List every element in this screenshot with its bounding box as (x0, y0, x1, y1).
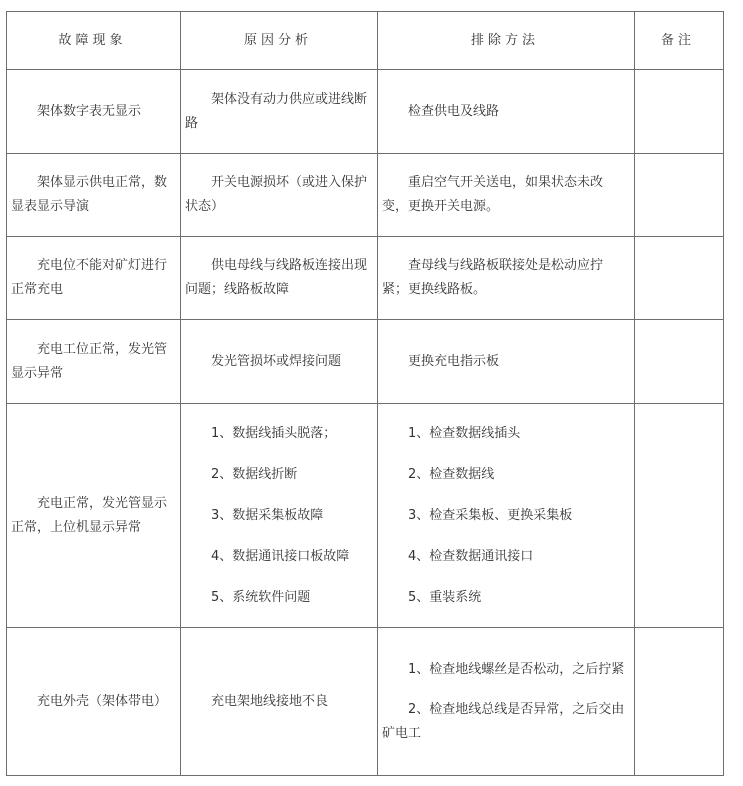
header-cause: 原因分析 (181, 12, 378, 70)
solution-cell (378, 70, 635, 154)
solution-text: 重启空气开关送电，如果状态未改变，更换开关电源。 (382, 175, 604, 214)
fault-troubleshooting-table (6, 11, 724, 776)
table-header-row (7, 12, 724, 70)
header-symptom: 故障现象 (7, 12, 181, 70)
cause-cell (181, 628, 378, 776)
symptom-cell (7, 70, 181, 154)
solution-cell (378, 628, 635, 776)
symptom-cell (7, 404, 181, 628)
solution-list-item: 2、检查地线总线是否异常，之后交由矿电工 (382, 701, 625, 741)
solution-cell (378, 237, 635, 320)
solution-cell (378, 404, 635, 628)
remark-cell (635, 628, 724, 776)
table-row (7, 628, 724, 776)
symptom-text: 充电正常，发光管显示正常，上位机显示异常 (11, 495, 168, 535)
cause-list-item: 5、系统软件问题 (211, 589, 311, 605)
cause-list-item: 4、数据通讯接口板故障 (211, 548, 350, 564)
table-row (7, 404, 724, 628)
remark-cell (635, 404, 724, 628)
solution-cell (378, 320, 635, 404)
cause-text: 充电架地线接地不良 (211, 693, 329, 709)
solution-text: 查母线与线路板联接处是松动应拧紧；更换线路板。 (382, 258, 604, 297)
solution-text: 更换充电指示板 (408, 353, 500, 369)
table-row (7, 154, 724, 237)
table-row (7, 320, 724, 404)
cause-list-item: 3、数据采集板故障 (211, 507, 324, 523)
symptom-cell (7, 628, 181, 776)
table-row (7, 70, 724, 154)
cause-cell (181, 70, 378, 154)
symptom-cell (7, 237, 181, 320)
cause-text: 架体没有动力供应或进线断路 (185, 91, 368, 131)
cause-list-item: 2、数据线折断 (211, 466, 298, 482)
remark-cell (635, 237, 724, 320)
solution-list-item: 1、检查地线螺丝是否松动，之后拧紧 (408, 661, 625, 677)
header-remark: 备注 (635, 12, 724, 70)
remark-cell (635, 154, 724, 237)
cause-cell (181, 404, 378, 628)
cause-cell (181, 320, 378, 404)
symptom-text: 架体数字表无显示 (37, 103, 142, 119)
cause-text: 供电母线与线路板连接出现问题；线路板故障 (185, 258, 368, 297)
cause-list-item: 1、数据线插头脱落； (211, 425, 337, 441)
solution-list-item: 2、检查数据线 (408, 466, 495, 482)
cause-cell (181, 154, 378, 237)
symptom-text: 充电外壳（架体带电） (37, 693, 168, 709)
solution-list-item: 4、检查数据通讯接口 (408, 548, 534, 564)
symptom-cell (7, 154, 181, 237)
symptom-text: 架体显示供电正常，数显表显示导演 (11, 175, 168, 214)
remark-cell (635, 320, 724, 404)
symptom-text: 充电工位正常，发光管显示异常 (11, 341, 168, 381)
solution-text: 检查供电及线路 (408, 103, 500, 119)
table-row (7, 237, 724, 320)
cause-text: 开关电源损坏（或进入保护状态） (185, 175, 368, 214)
solution-list-item: 3、检查采集板、更换采集板 (408, 507, 573, 523)
solution-cell (378, 154, 635, 237)
remark-cell (635, 70, 724, 154)
solution-list-item: 1、检查数据线插头 (408, 425, 521, 441)
cause-text: 发光管损坏或焊接问题 (211, 353, 342, 369)
cause-cell (181, 237, 378, 320)
symptom-cell (7, 320, 181, 404)
header-solution: 排除方法 (378, 12, 635, 70)
solution-list-item: 5、重装系统 (408, 589, 482, 605)
symptom-text: 充电位不能对矿灯进行正常充电 (11, 258, 168, 297)
